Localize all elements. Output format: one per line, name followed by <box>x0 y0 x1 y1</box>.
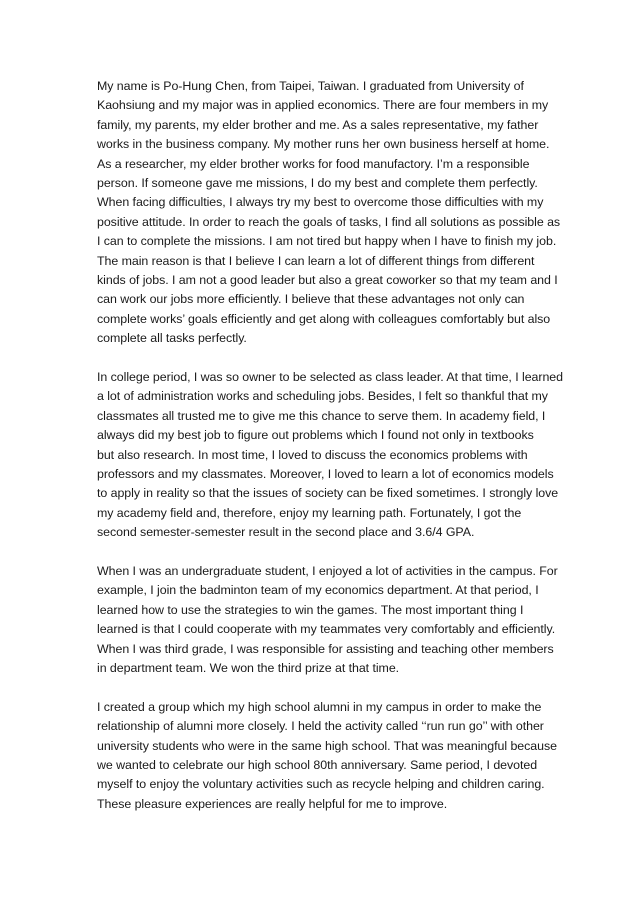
text-line: but also research. In most time, I loved to discuss the economics problems with <box>97 447 528 462</box>
text-line: in department team. We won the third prize at that time. <box>97 660 400 675</box>
text-line: classmates all trusted me to give me this chance to serve them. In academy field, I <box>97 408 546 423</box>
paragraph-college <box>97 368 563 543</box>
text-line: learned is that I could cooperate with my teammates very comfortably and efficiently. <box>97 622 556 637</box>
text-line: professors and my classmates. Moreover, I loved to learn a lot of economics models <box>97 466 554 481</box>
text-line: person. If someone gave me missions, I do my best and complete them perfectly. <box>97 175 538 190</box>
text-line: positive attitude. In order to reach the goals of tasks, I find all solutions as possible as <box>97 214 561 229</box>
text-line: I can to complete the missions. I am not tired but happy when I have to finish my job. <box>97 234 557 249</box>
text-line: kinds of jobs. I am not a good leader but also a great coworker so that my team and I <box>97 272 558 287</box>
text-line: As a researcher, my elder brother works for food manufactory. I’m a responsible <box>97 156 530 171</box>
text-line: The main reason is that I believe I can learn a lot of different things from different <box>97 253 535 268</box>
text-line: to apply in reality so that the issues of society can be fixed sometimes. I strongly love <box>97 486 559 501</box>
text-line: family, my parents, my elder brother and me. As a sales representative, my father <box>97 117 539 132</box>
paragraph-alumni <box>97 698 557 814</box>
text-line: Kaohsiung and my major was in applied economics. There are four members in my <box>97 98 549 113</box>
text-line: example, I join the badminton team of my economics department. At that period, I <box>97 583 539 598</box>
text-line: second semester-semester result in the second place and 3.6/4 GPA. <box>97 525 475 540</box>
text-line: relationship of alumni more closely. I held the activity called ‘‘run run go’’ with other <box>97 719 544 734</box>
text-line: university students who were in the same high school. That was meaningful because <box>97 738 557 753</box>
text-line: always did my best job to figure out problems which I found not only in textbooks <box>97 428 534 443</box>
text-line: my academy field and, therefore, enjoy my learning path. Fortunately, I got the <box>97 505 522 520</box>
text-line: When I was an undergraduate student, I enjoyed a lot of activities in the campus. For <box>97 563 558 578</box>
text-line: can work our jobs more efficiently. I believe that these advantages not only can <box>97 292 525 307</box>
text-line: myself to enjoy the voluntary activities such as recycle helping and children caring. <box>97 777 545 792</box>
paragraph-activities <box>97 562 557 678</box>
text-line: we wanted to celebrate our high school 80th anniversary. Same period, I devoted <box>97 758 538 772</box>
text-line: complete works’ goals efficiently and get along with colleagues comfortably but also <box>97 311 551 326</box>
text-line: a lot of administration works and scheduling jobs. Besides, I felt so thankful that my <box>97 389 548 404</box>
document-page <box>97 77 563 834</box>
text-line: In college period, I was so owner to be selected as class leader. At that time, I learned <box>97 369 563 384</box>
text-line: When I was third grade, I was responsible for assisting and teaching other members <box>97 641 554 656</box>
text-line: I created a group which my high school alumni in my campus in order to make the <box>97 699 542 714</box>
text-line: learned how to use the strategies to win the games. The most important thing I <box>97 602 524 617</box>
text-line: When facing difficulties, I always try my best to overcome those difficulties with my <box>97 195 544 210</box>
text-line: works in the business company. My mother runs her own business herself at home. <box>97 137 550 152</box>
text-line: My name is Po-Hung Chen, from Taipei, Taiwan. I graduated from University of <box>97 79 524 93</box>
text-line: These pleasure experiences are really helpful for me to improve. <box>97 796 448 811</box>
paragraph-intro <box>97 77 561 348</box>
text-line: complete all tasks perfectly. <box>97 331 247 346</box>
